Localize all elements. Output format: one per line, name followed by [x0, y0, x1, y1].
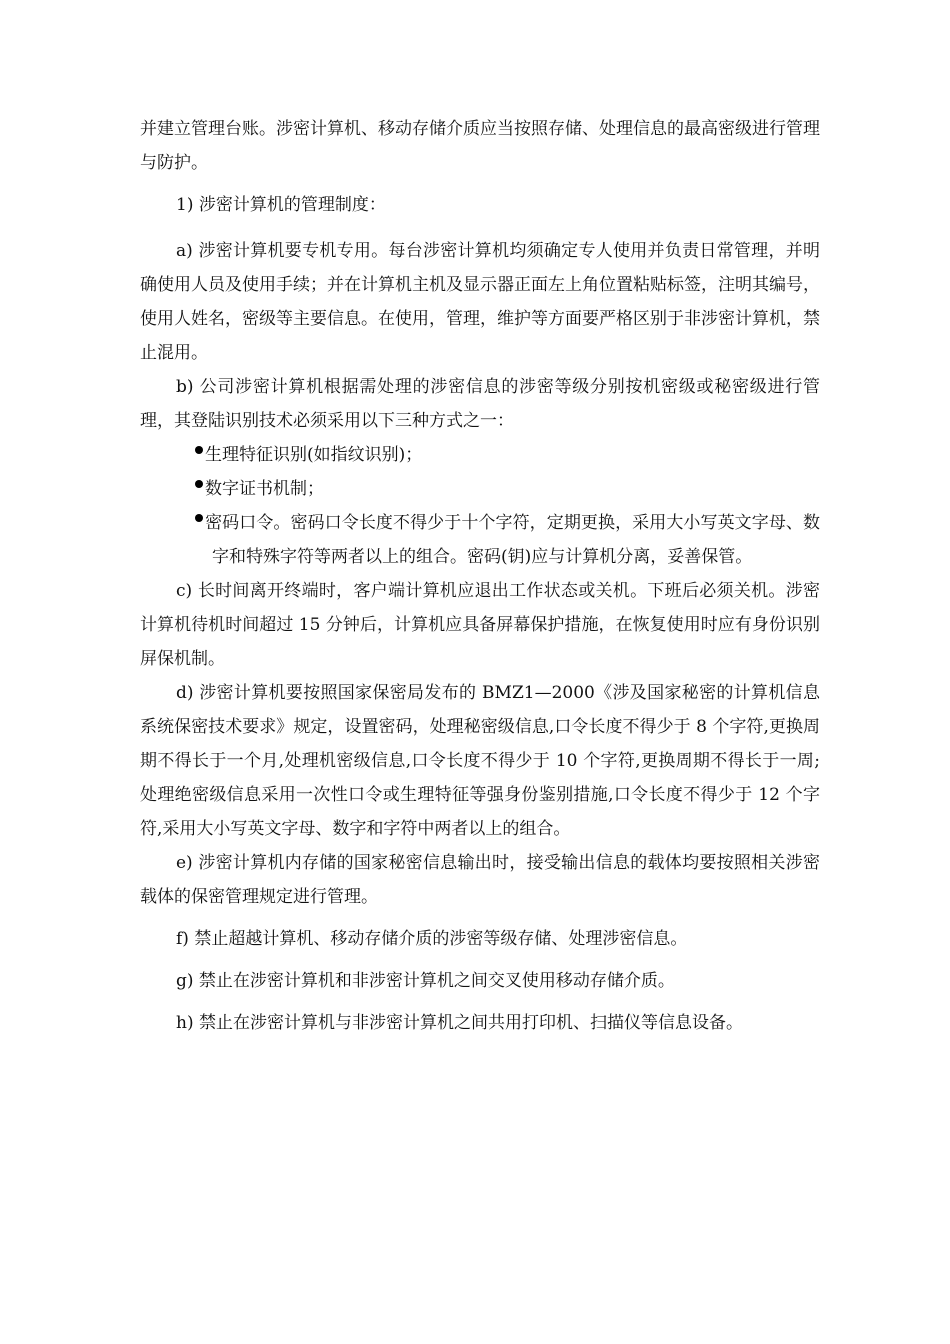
- bullet-3-text: 密码口令。密码口令长度不得少于十个字符，定期更换，采用大小写英文字母、数字和特殊字符等两者以上的组合。密码(钥)应与计算机分离，妥善保管。: [205, 513, 820, 567]
- bullet-item-1: [140, 438, 820, 472]
- section-heading-1: 1) 涉密计算机的管理制度：: [176, 195, 386, 215]
- bullet-1-text: 生理特征识别(如指纹识别)；: [205, 445, 423, 465]
- bullet-icon: [195, 446, 203, 454]
- item-b-paragraph: b) 公司涉密计算机根据需处理的涉密信息的涉密等级分别按机密级或秘密级进行管理，其登陆识别技术必须采用以下三种方式之一：: [140, 377, 820, 431]
- item-d-paragraph: d) 涉密计算机要按照国家保密局发布的 BMZ1—2000《涉及国家秘密的计算机信息系统保密技术要求》规定，设置密码，处理秘密级信息,口令长度不得少于 8 个字符,更换周期不得长于一个月,处理机密级信息,口令长度不得少于 10 个字符,更换周期不得长于一周;处理绝密级信息采用一次性口令或生理特征等强身份鉴别措施,口令长度不得少于 12 个字符,采用大小写英文字母、数字和字符中两者以上的组合。: [140, 683, 820, 839]
- intro-paragraph: 并建立管理台账。涉密计算机、移动存储介质应当按照存储、处理信息的最高密级进行管理与防护。: [140, 119, 820, 173]
- bullet-icon: [195, 480, 203, 488]
- item-a-paragraph: a) 涉密计算机要专机专用。每台涉密计算机均须确定专人使用并负责日常管理，并明确使用人员及使用手续；并在计算机主机及显示器正面左上角位置粘贴标签，注明其编号，使用人姓名，密级等主要信息。在使用，管理，维护等方面要严格区别于非涉密计算机，禁止混用。: [140, 241, 820, 363]
- item-g-paragraph: g) 禁止在涉密计算机和非涉密计算机之间交叉使用移动存储介质。: [176, 971, 675, 991]
- bullet-item-2: [140, 472, 820, 506]
- item-e-paragraph: e) 涉密计算机内存储的国家秘密信息输出时，接受输出信息的载体均要按照相关涉密载体的保密管理规定进行管理。: [140, 853, 820, 907]
- bullet-2-text: 数字证书机制；: [205, 479, 324, 499]
- item-h-paragraph: h) 禁止在涉密计算机与非涉密计算机之间共用打印机、扫描仪等信息设备。: [176, 1013, 743, 1033]
- bullet-item-3: [140, 506, 820, 574]
- document-body: [140, 112, 820, 1040]
- bullet-icon: [195, 514, 203, 522]
- item-f-paragraph: f) 禁止超越计算机、移动存储介质的涉密等级存储、处理涉密信息。: [176, 929, 688, 949]
- item-c-paragraph: c) 长时间离开终端时，客户端计算机应退出工作状态或关机。下班后必须关机。涉密计算机待机时间超过 15 分钟后，计算机应具备屏幕保护措施，在恢复使用时应有身份识别屏保机制。: [140, 581, 820, 669]
